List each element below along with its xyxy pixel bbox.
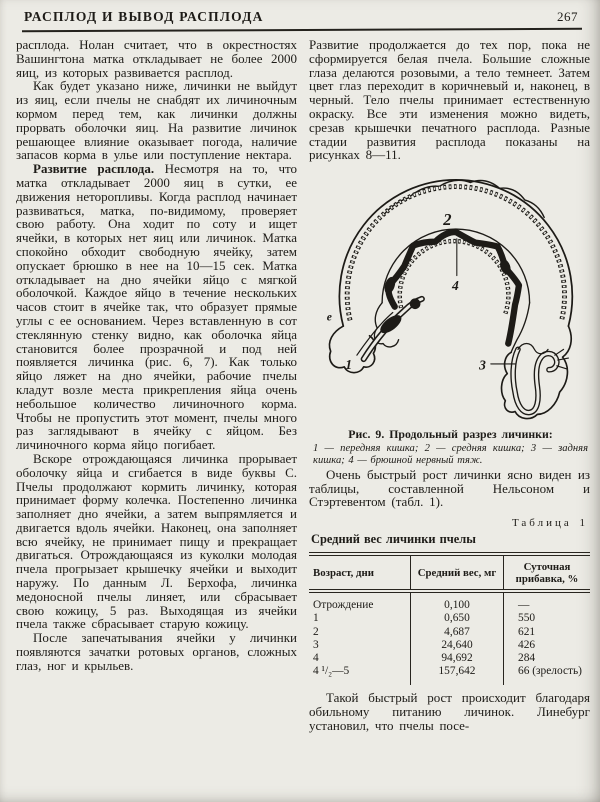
paragraph: Вскоре отрождающаяся личинка прорывает оболочку яйца и сгибается в виде буквы С. Пчелы продолжают кормить личинку, которая принимает форму колечка. Постепенно личинка заполняет дно ячейки, а затем выпрямляется и двигается вдоль ячейки. Наконец, она заполняет всю ячейку, не принимает пищу и прекращает двигаться. Отрождающаяся из куколки молодая пчела прогрызает крышечку ячейки и выходит наружу. По данным Л. Берхофа, личинка медоносной пчелы линяет, или сбрасывает свою кожицу, 5 раз. Выходящая из ячейки пчела также сбрасывает старую кожицу. bbox=[16, 450, 297, 632]
figure-legend: 1 — передняя кишка; 2 — средняя кишка; 3 — задняя кишка; 4 — брюшной нервный тяж. bbox=[313, 443, 588, 466]
figure-label-1: 1 bbox=[344, 356, 352, 372]
cell-weight: 0,650 bbox=[411, 612, 504, 625]
two-column-text bbox=[0, 38, 600, 733]
cell-gain: 550 bbox=[518, 612, 536, 625]
paragraph-continuation: расплода. Нолан считает, что в окрестностях Вашингтона матка откладывает не более 2000 яиц, из которых развивается расплод. bbox=[16, 37, 297, 80]
running-title: РАСПЛОД И ВЫВОД РАСПЛОДА bbox=[24, 9, 264, 24]
header-rule bbox=[22, 28, 582, 32]
right-column bbox=[309, 38, 590, 733]
cell-age: 4 bbox=[309, 652, 411, 665]
cell-age: 4 ¹/₂—5 bbox=[309, 665, 411, 685]
cell-age: 2 bbox=[309, 626, 411, 639]
cell-weight: 24,640 bbox=[411, 639, 504, 652]
table-row bbox=[309, 591, 590, 612]
paragraph-brood-development bbox=[16, 162, 297, 452]
paragraph: После запечатывания ячейки у личинки появляются зачатки ротовых органов, сложных глаз, ног и крыльев. bbox=[16, 630, 297, 673]
table-row bbox=[309, 612, 590, 625]
table-label: Таблица 1 bbox=[511, 517, 588, 530]
table-title: Средний вес личинки пчелы bbox=[311, 531, 476, 546]
paragraph: Очень быстрый рост личинки ясно виден из таблицы, составленной Нельсоном и Стэртевентом (табл. 1). bbox=[309, 466, 590, 510]
page-number: 267 bbox=[557, 9, 578, 24]
cell-gain: 284 bbox=[518, 651, 536, 664]
figure-caption: Рис. 9. Продольный разрез личинки: bbox=[348, 427, 553, 442]
running-header bbox=[0, 0, 600, 28]
cell-gain: — bbox=[518, 599, 530, 612]
figure-caption-block bbox=[311, 428, 590, 467]
table-row bbox=[309, 639, 590, 652]
paragraph: Такой быстрый рост происходит благодаря обильному питанию личинок. Линебург установил, что пчелы посе- bbox=[309, 690, 590, 733]
paragraph-body: Несмотря на то, что матка откладывает 2000 яиц в сутки, ее движения неторопливы. Когда расплод начинает развиваться, матка, по-видимому, проверяет свою работу. Она ходит по соту и ищет ячейки, в которых нет яиц или личинок. Матка спокойно обходит свободную ячейку, затем опускает брюшко в нее на 10—15 сек. Матка откладывает на дно ячейки яйцо с мягкой оболочкой. Каждое яйцо в течение нескольких часов стоит в ячейке так, что образует прямые углы с ее основанием. Через вставленную в сот стеклянную стенку видно, как оболочка яйца становится более прозрачной и под ней появляется личинка (рис. 6, 7). Как только яйцо ляжет на дно ячейки, рабочие пчелы кладут возле места прикрепления яйца очень небольшое количество личиночного корма. Чтобы не пропустить этот момент, пчелы много раз заглядывают в ячейку с яйцом. Без личиночного корма яйцо погибает. bbox=[16, 161, 297, 453]
figure-label-3: 3 bbox=[478, 357, 486, 373]
cell-age: Отрождение bbox=[309, 591, 411, 612]
cell-age: 1 bbox=[309, 612, 411, 625]
larva-weight-table bbox=[309, 552, 590, 686]
cell-weight: 4,687 bbox=[411, 626, 504, 639]
paragraph-continuation: Развитие продолжается до тех пор, пока не сформируется белая пчела. Большие сложные глаза делаются розовыми, а тело темнеет. Затем цвет глаз переходит в коричневый и, наконец, в черный. Тело пчелы принимает естественную окраску. Все эти изменения можно видеть, срезав крышечки печатного расплода. Разные стадии развития расплода показаны на рисунках 8—11. bbox=[309, 37, 590, 163]
column-header-weight: Средний вес, мг bbox=[411, 554, 504, 591]
cell-age: 3 bbox=[309, 639, 411, 652]
figure-label-4: 4 bbox=[451, 278, 459, 294]
cell-gain: 426 bbox=[518, 638, 536, 651]
figure-label-e: e bbox=[326, 310, 332, 324]
column-header-age: Возраст, дни bbox=[309, 554, 411, 591]
table-header-row bbox=[309, 554, 590, 591]
cell-weight: 0,100 bbox=[411, 591, 504, 612]
figure-9-larva-section bbox=[311, 165, 590, 467]
cell-weight: 157,642 bbox=[411, 665, 504, 685]
cell-gain: 66 (зрелость) bbox=[518, 665, 582, 678]
paragraph-lead-in: Развитие расплода. bbox=[33, 161, 155, 177]
figure-label-2: 2 bbox=[442, 210, 451, 230]
column-header-gain: Суточная прибавка, % bbox=[504, 554, 591, 591]
larva-longitudinal-section-illustration bbox=[315, 165, 587, 427]
table-row bbox=[309, 665, 590, 685]
cell-weight: 94,692 bbox=[411, 652, 504, 665]
cell-gain: 621 bbox=[518, 625, 536, 638]
table-row bbox=[309, 626, 590, 639]
table-row bbox=[309, 652, 590, 665]
left-column bbox=[16, 38, 297, 733]
paragraph: Как будет указано ниже, личинки не выйдут из яиц, если пчелы не снабдят их личиночным кормом перед тем, как личинки должны прорвать оболочки яиц. На развитие личинок решающее влияние оказывает погода, наличие запасов корма в улье или поступление нектара. bbox=[16, 78, 297, 163]
